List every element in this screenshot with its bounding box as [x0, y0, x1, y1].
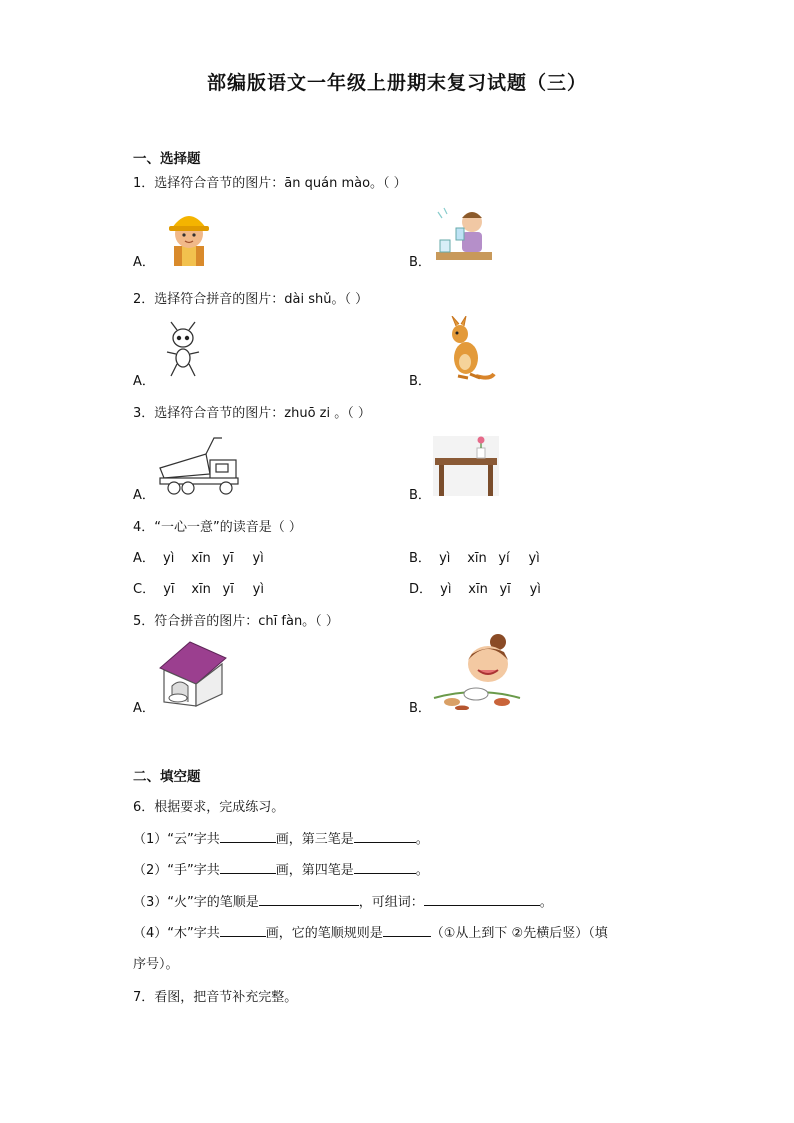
q4-option-b[interactable]	[409, 547, 540, 566]
syllable: xīn	[191, 582, 211, 597]
q6-line-5: 序号）。	[133, 957, 179, 972]
syllable: yì	[163, 551, 175, 566]
q6-line-4	[133, 922, 608, 941]
syllable: yī	[499, 582, 511, 597]
question-1-text: 1．选择符合音节的图片：ān quán mào。（ ）	[133, 176, 407, 191]
question-7-text: 7．看图，把音节补充完整。	[133, 990, 298, 1005]
answer-blank[interactable]	[354, 861, 416, 874]
q6-line-2-a: （2）“手”字共	[133, 863, 220, 878]
q6-line-1-c: 。	[415, 832, 429, 847]
question-6-text: 6．根据要求，完成练习。	[133, 800, 285, 815]
q4-option-b-label: B．	[409, 551, 431, 566]
girl-eating-image[interactable]	[432, 632, 522, 710]
answer-blank[interactable]	[354, 830, 416, 843]
boy-drinking-image[interactable]	[432, 204, 496, 264]
q6-line-4-c: （①从上到下 ②先横后竖）（填	[430, 926, 608, 941]
question-2-text: 2．选择符合拼音的图片：dài shǔ。（ ）	[133, 292, 369, 307]
section-heading-fill: 二、填空题	[133, 769, 201, 785]
q6-line-1-b: 画，第三笔是	[275, 832, 354, 847]
syllable: yī	[163, 582, 175, 597]
q6-line-1	[133, 828, 429, 847]
q3-option-a-label: A．	[133, 488, 155, 503]
syllable: yī	[222, 582, 234, 597]
q4-option-d-label: D．	[409, 582, 433, 597]
ant-image[interactable]	[163, 320, 203, 380]
syllable: xīn	[467, 551, 487, 566]
q6-line-2	[133, 859, 429, 878]
dump-truck-image[interactable]	[156, 434, 242, 496]
syllable: yì	[529, 582, 541, 597]
syllable: xīn	[468, 582, 488, 597]
question-5-text: 5．符合拼音的图片：chī fàn。（ ）	[133, 614, 339, 629]
q2-option-a-label: A．	[133, 374, 155, 389]
q6-line-3-c: 。	[539, 895, 553, 910]
q4-option-a-label: A．	[133, 551, 155, 566]
question-4-text: 4．“一心一意”的读音是（ ）	[133, 520, 302, 535]
syllable: xīn	[191, 551, 211, 566]
answer-blank[interactable]	[424, 893, 540, 906]
q2-option-b-label: B．	[409, 374, 431, 389]
q4-option-c-label: C．	[133, 582, 156, 597]
q6-line-2-c: 。	[415, 863, 429, 878]
q6-line-3-b: ，可组词：	[358, 895, 424, 910]
q5-option-b-label: B．	[409, 701, 431, 716]
q4-option-c[interactable]	[133, 578, 264, 597]
q5-option-a-label: A．	[133, 701, 155, 716]
question-3-text: 3．选择符合音节的图片：zhuō zi 。（ ）	[133, 406, 371, 421]
q3-option-b-label: B．	[409, 488, 431, 503]
answer-blank[interactable]	[383, 924, 431, 937]
syllable: yì	[252, 551, 264, 566]
q6-line-3-a: （3）“火”字的笔顺是	[133, 895, 259, 910]
syllable: yì	[528, 551, 540, 566]
q1-option-a-label: A．	[133, 255, 155, 270]
syllable: yì	[252, 582, 264, 597]
q6-line-4-a: （4）“木”字共	[133, 926, 220, 941]
q6-line-1-a: （1）“云”字共	[133, 832, 220, 847]
q4-option-d[interactable]	[409, 578, 541, 597]
builder-hardhat-image[interactable]	[160, 204, 218, 266]
syllable: yī	[222, 551, 234, 566]
q6-line-4-b: 画，它的笔顺规则是	[265, 926, 383, 941]
syllable: yì	[439, 551, 451, 566]
q6-line-2-b: 画，第四笔是	[275, 863, 354, 878]
q6-line-3	[133, 891, 553, 910]
page-title: 部编版语文一年级上册期末复习试题（三）	[206, 72, 587, 94]
table-with-flower-image[interactable]	[433, 436, 499, 496]
syllable: yì	[440, 582, 452, 597]
section-heading-choice: 一、选择题	[133, 151, 201, 167]
syllable: yí	[498, 551, 510, 566]
q1-option-b-label: B．	[409, 255, 431, 270]
answer-blank[interactable]	[259, 893, 359, 906]
answer-blank[interactable]	[220, 861, 276, 874]
dog-house-image[interactable]	[156, 638, 230, 708]
answer-blank[interactable]	[220, 924, 266, 937]
q4-option-a[interactable]	[133, 547, 264, 566]
kangaroo-image[interactable]	[434, 316, 496, 382]
answer-blank[interactable]	[220, 830, 276, 843]
